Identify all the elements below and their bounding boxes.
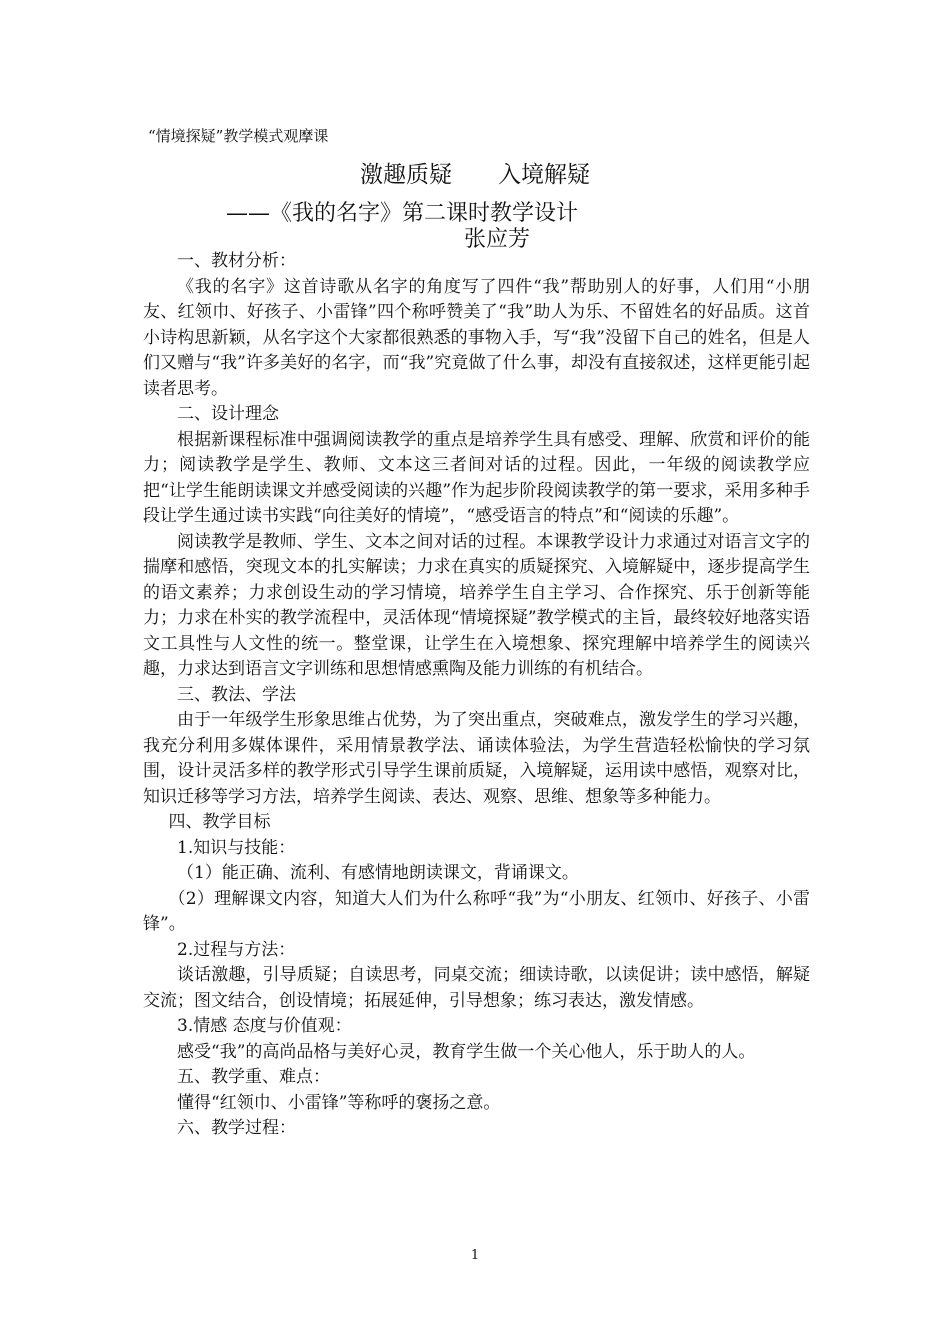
section-heading-design-concept: 二、设计理念	[177, 404, 279, 424]
paragraph: 谈话激趣，引导质疑；自读思考，同桌交流；细读诗歌，以读促讲；读中感悟，解疑交流；图文结合，创设情境；拓展延伸，引导想象；练习表达，激发情感。	[143, 965, 810, 1011]
section-heading-textbook-analysis: 一、教材分析：	[177, 251, 296, 271]
paragraph: 感受“我”的高尚品格与美好心灵，教育学生做一个关心他人，乐于助人的人。	[177, 1041, 756, 1062]
paragraph: 懂得“红领巾、小雷锋”等称呼的褒扬之意。	[177, 1092, 501, 1113]
subsection-heading-knowledge: 1.知识与技能：	[177, 837, 296, 858]
subsection-heading-process: 2.过程与方法：	[177, 939, 296, 960]
section-heading-methods: 三、教法、学法	[177, 684, 296, 705]
document-body	[143, 249, 810, 1142]
document-subtitle: ——《我的名字》第二课时教学设计	[226, 201, 579, 226]
section-heading-key-points: 五、教学重、难点：	[177, 1067, 330, 1087]
author-name: 张应芳	[464, 227, 531, 252]
section-heading-teaching-process: 六、教学过程：	[177, 1118, 296, 1138]
list-item: （2）理解课文内容，知道大人们为什么称呼“我”为“小朋友、红领巾、好孩子、小雷锋”。	[143, 888, 810, 934]
header-note: “情境探疑”教学模式观摩课	[148, 127, 329, 145]
list-item: （1）能正确、流利、有感情地朗读课文，背诵课文。	[177, 863, 579, 883]
subsection-heading-emotion: 3.情感 态度与价值观：	[177, 1016, 352, 1036]
paragraph: 根据新课程标准中强调阅读教学的重点是培养学生具有感受、理解、欣赏和评价的能力；阅读教学是学生、教师、文本这三者间对话的过程。因此，一年级的阅读教学应把“让学生能朗读课文并感受阅读的兴趣”作为起步阶段阅读教学的第一要求，采用多种手段让学生通过读书实践“向往美好的情境”，“感受语言的特点”和“阅读的乐趣”。	[143, 429, 810, 526]
paragraph: 阅读教学是教师、学生、文本之间对话的过程。本课教学设计力求通过对语言文字的揣摩和感悟，突现文本的扎实解读；力求在真实的质疑探究、入境解疑中，逐步提高学生的语文素养；力求创设生动的学习情境，培养学生自主学习、合作探究、乐于创新等能力；力求在朴实的教学流程中，灵活体现“情境探疑”教学模式的主旨，最终较好地落实语文工具性与人文性的统一。整堂课，让学生在入境想象、探究理解中培养学生的阅读兴趣，力求达到语言文字训练和思想情感熏陶及能力训练的有机结合。	[143, 531, 810, 679]
paragraph: 由于一年级学生形象思维占优势，为了突出重点，突破难点，激发学生的学习兴趣，我充分利用多媒体课件，采用情景教学法、诵读体验法，为学生营造轻松愉快的学习氛围，设计灵活多样的教学形式引导学生课前质疑，入境解疑，运用读中感悟，观察对比，知识迁移等学习方法，培养学生阅读、表达、观察、思维、想象等多种能力。	[143, 710, 810, 807]
paragraph: 《我的名字》这首诗歌从名字的角度写了四件“我”帮助别人的好事，人们用“小朋友、红领巾、好孩子、小雷锋”四个称呼赞美了“我”助人为乐、不留姓名的好品质。这首小诗构思新颖，从名字这个大家都很熟悉的事物入手，写“我”没留下自己的姓名，但是人们又赠与“我”许多美好的名字，而“我”究竟做了什么事，却没有直接叙述，这样更能引起读者思考。	[143, 276, 810, 399]
section-heading-objectives: 四、教学目标	[168, 812, 271, 832]
page-number: 1	[470, 1248, 480, 1263]
document-title: 激趣质疑 入境解疑	[360, 162, 590, 188]
